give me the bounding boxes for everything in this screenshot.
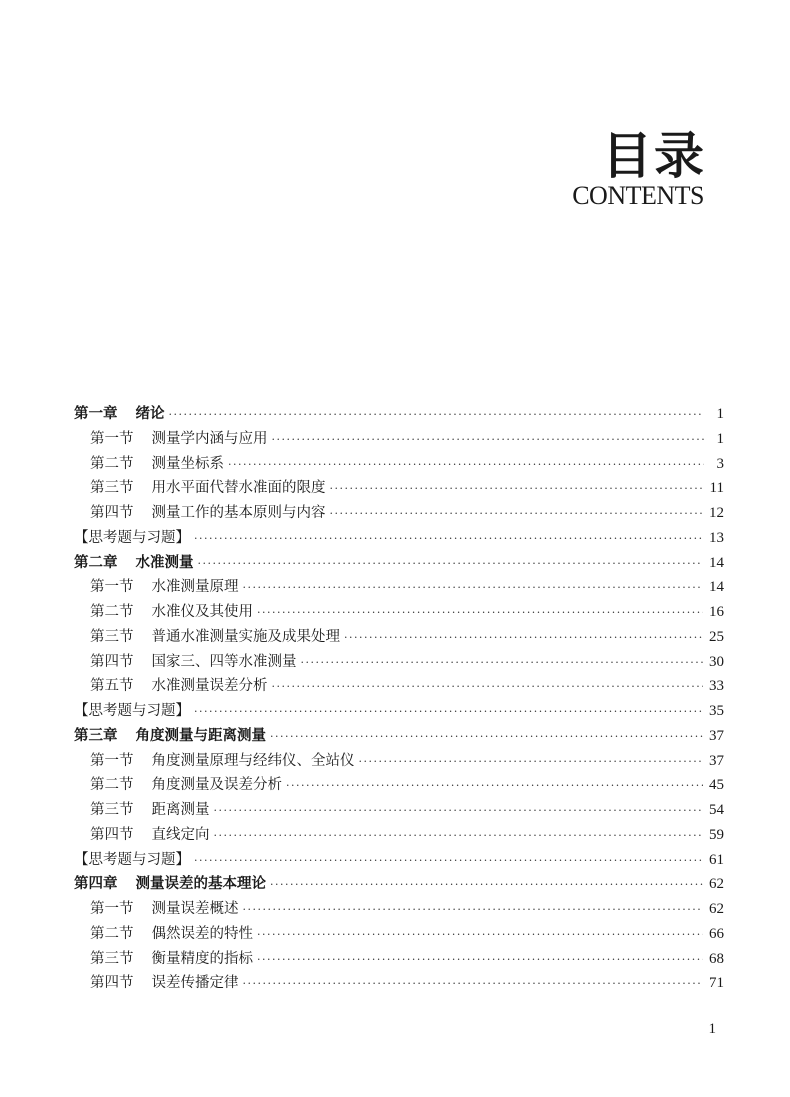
toc-entry-label: 第三节 — [90, 480, 134, 497]
toc-entry-page: 68 — [709, 950, 724, 967]
dot-leader — [359, 750, 704, 775]
toc-section-row[interactable] — [74, 674, 724, 699]
toc-entry-label: 第二节 — [90, 455, 134, 472]
toc-entry-page: 12 — [709, 505, 724, 521]
dot-leader — [214, 824, 704, 849]
toc-entry-title: 测量误差的基本理论 — [135, 875, 266, 893]
dot-leader — [228, 453, 704, 478]
dot-leader — [286, 774, 703, 799]
toc-entry-label: 第四节 — [90, 505, 134, 521]
toc-entry-page: 62 — [709, 901, 724, 917]
toc-entry-label: 第一节 — [90, 901, 134, 917]
toc-entry-label: 第四章 — [74, 875, 118, 893]
toc-exercise-row[interactable] — [74, 848, 724, 873]
toc-section-row[interactable] — [74, 501, 724, 526]
toc-section-row[interactable] — [74, 798, 724, 823]
toc-entry-title: 普通水准测量实施及成果处理 — [151, 628, 340, 645]
toc-entry-label: 第一节 — [90, 430, 134, 447]
dot-leader — [214, 799, 704, 824]
toc-entry-page: 45 — [709, 777, 724, 794]
toc-section-row[interactable] — [74, 749, 724, 774]
dot-leader — [194, 527, 703, 552]
toc-entry-page: 71 — [709, 975, 724, 992]
toc-entry-title: 【思考题与习题】 — [74, 851, 190, 868]
toc-entry-label: 第三节 — [90, 950, 134, 967]
toc-section-row[interactable] — [74, 650, 724, 675]
toc-chapter-row[interactable] — [74, 872, 724, 897]
dot-leader — [270, 725, 703, 750]
toc-entry-title: 水准测量误差分析 — [151, 678, 268, 695]
toc-entry-title: 距离测量 — [151, 802, 210, 818]
toc-section-row[interactable] — [74, 897, 724, 922]
toc-entry-title: 偶然误差的特性 — [151, 925, 253, 942]
toc-entry-page: 11 — [709, 480, 724, 497]
toc-entry-label: 第四节 — [90, 653, 134, 670]
dot-leader — [243, 898, 704, 923]
toc-entry-page: 30 — [709, 653, 724, 670]
toc-section-row[interactable] — [74, 922, 724, 947]
toc-entry-title: 【思考题与习题】 — [74, 703, 190, 719]
toc-entry-page: 54 — [709, 802, 724, 818]
toc-entry-title: 角度测量及误差分析 — [151, 777, 282, 794]
toc-entry-page: 1 — [716, 430, 724, 447]
toc-entry-page: 14 — [709, 554, 724, 571]
toc-entry-title: 角度测量与距离测量 — [135, 726, 266, 744]
toc-entry-page: 16 — [709, 604, 724, 620]
toc-entry-label: 第四节 — [90, 826, 134, 843]
dot-leader — [169, 403, 705, 428]
toc-entry-page: 62 — [709, 876, 724, 893]
toc-entry-title: 测量工作的基本原则与内容 — [151, 505, 326, 521]
toc-entry-label: 第二节 — [90, 777, 134, 794]
toc-entry-title: 角度测量原理与经纬仪、全站仪 — [151, 752, 355, 769]
toc-entry-label: 第二章 — [74, 553, 118, 571]
dot-leader — [198, 552, 704, 577]
toc-entry-title: 测量坐标系 — [151, 455, 224, 472]
toc-entry-page: 3 — [716, 455, 724, 472]
toc-section-row[interactable] — [74, 476, 724, 501]
page-title: 目录 — [602, 127, 706, 185]
toc-entry-page: 59 — [709, 826, 724, 843]
dot-leader — [330, 477, 704, 502]
toc-entry-page: 37 — [709, 727, 724, 744]
toc-entry-page: 1 — [716, 406, 724, 422]
toc-entry-page: 33 — [709, 678, 724, 695]
toc-entry-title: 水准测量原理 — [151, 579, 239, 596]
toc-entry-title: 直线定向 — [151, 826, 210, 843]
table-of-contents — [74, 402, 724, 996]
toc-entry-label: 第二节 — [90, 604, 134, 620]
dot-leader — [243, 972, 704, 997]
toc-entry-page: 13 — [709, 529, 724, 546]
dot-leader — [344, 626, 703, 651]
page-subtitle: CONTENTS — [572, 181, 704, 210]
toc-entry-page: 37 — [709, 752, 724, 769]
toc-chapter-row[interactable] — [74, 724, 724, 749]
toc-entry-page: 35 — [709, 703, 724, 719]
toc-section-row[interactable] — [74, 427, 724, 452]
toc-entry-title: 【思考题与习题】 — [74, 529, 190, 546]
toc-entry-label: 第三节 — [90, 802, 134, 818]
toc-section-row[interactable] — [74, 823, 724, 848]
toc-entry-title: 衡量精度的指标 — [151, 950, 253, 967]
toc-chapter-row[interactable] — [74, 551, 724, 576]
dot-leader — [194, 849, 703, 874]
dot-leader — [330, 502, 704, 527]
toc-entry-page: 61 — [709, 851, 724, 868]
toc-section-row[interactable] — [74, 773, 724, 798]
toc-section-row[interactable] — [74, 600, 724, 625]
toc-section-row[interactable] — [74, 575, 724, 600]
toc-entry-label: 第三章 — [74, 726, 118, 744]
toc-section-row[interactable] — [74, 971, 724, 996]
dot-leader — [257, 601, 703, 626]
dot-leader — [272, 675, 704, 700]
toc-entry-title: 测量学内涵与应用 — [151, 430, 268, 447]
dot-leader — [301, 651, 704, 676]
toc-entry-title: 绪论 — [135, 405, 165, 422]
toc-entry-title: 误差传播定律 — [151, 975, 239, 992]
toc-entry-title: 水准仪及其使用 — [151, 604, 253, 620]
toc-section-row[interactable] — [74, 947, 724, 972]
toc-entry-label: 第五节 — [90, 678, 134, 695]
dot-leader — [194, 700, 703, 725]
toc-entry-label: 第三节 — [90, 628, 134, 645]
toc-entry-title: 用水平面代替水准面的限度 — [151, 480, 326, 497]
toc-exercise-row[interactable] — [74, 699, 724, 724]
toc-entry-page: 66 — [709, 925, 724, 942]
toc-entry-label: 第一节 — [90, 579, 134, 596]
toc-entry-label: 第一节 — [90, 752, 134, 769]
toc-exercise-row[interactable] — [74, 526, 724, 551]
toc-entry-label: 第一章 — [74, 405, 118, 422]
toc-entry-page: 25 — [709, 628, 724, 645]
toc-section-row[interactable] — [74, 625, 724, 650]
dot-leader — [257, 948, 703, 973]
toc-entry-label: 第二节 — [90, 925, 134, 942]
dot-leader — [272, 428, 705, 453]
dot-leader — [257, 923, 703, 948]
toc-entry-page: 14 — [709, 579, 724, 596]
toc-section-row[interactable] — [74, 452, 724, 477]
toc-chapter-row[interactable] — [74, 402, 724, 427]
footer-page-number: 1 — [708, 1021, 716, 1037]
dot-leader — [243, 576, 704, 601]
dot-leader — [270, 873, 703, 898]
toc-entry-label: 第四节 — [90, 975, 134, 992]
toc-entry-title: 水准测量 — [135, 553, 194, 571]
toc-entry-title: 测量误差概述 — [151, 901, 239, 917]
toc-entry-title: 国家三、四等水准测量 — [151, 653, 297, 670]
